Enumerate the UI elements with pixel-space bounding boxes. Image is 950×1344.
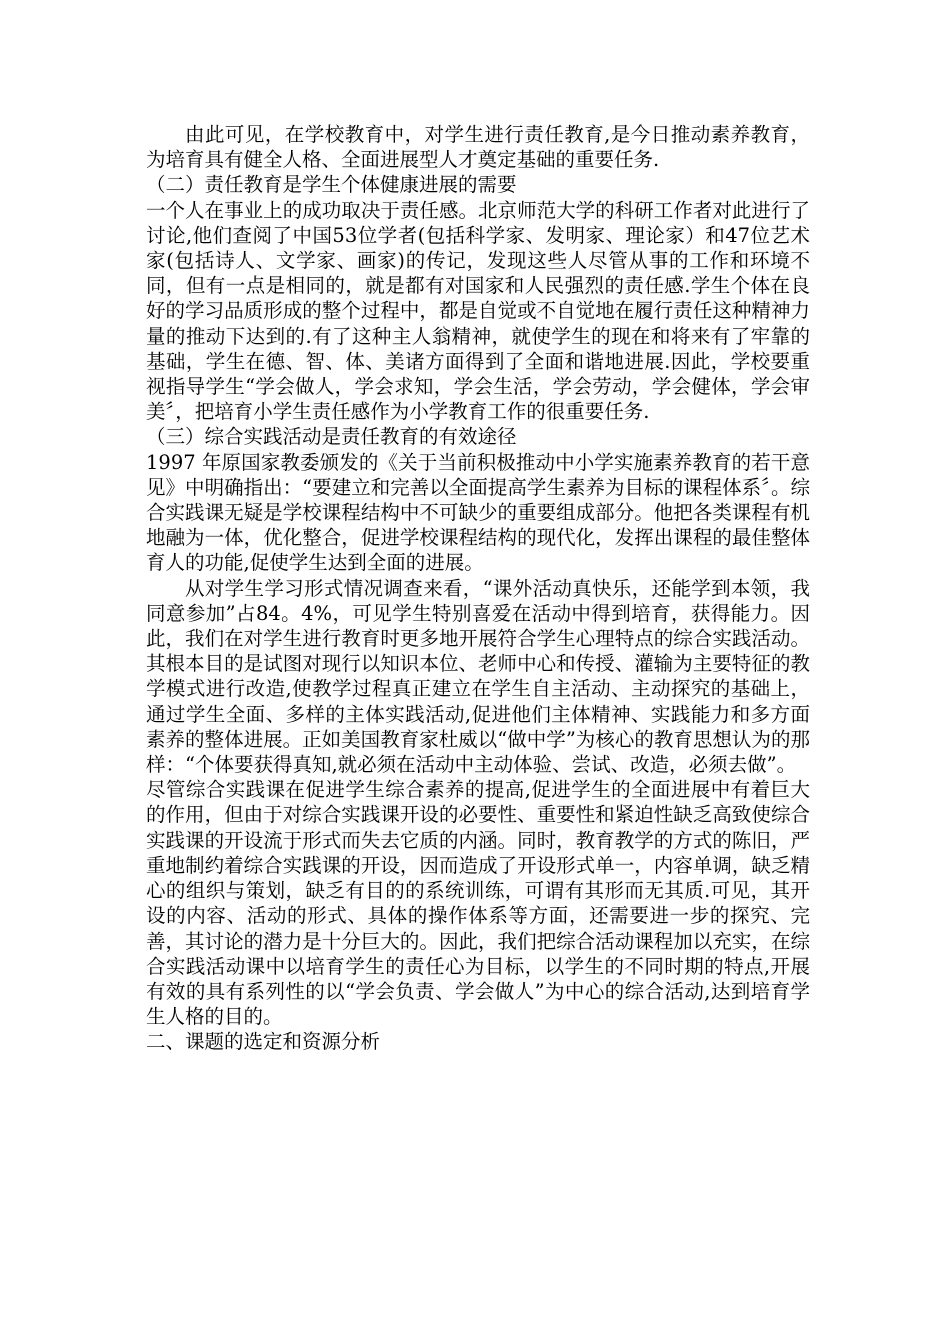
paragraph-survey: 从对学生学习形式情况调查来看，“课外活动真快乐，还能学到本领，我同意参加”占84。4%，可见学生特别喜爱在活动中得到培育，获得能力。因此，我们在对学生进行教育时更多地开展符合学生心理特点的综合实践活动。其根本目的是试图对现行以知识本位、老师中心和传授、灌输为主要特征的教学模式进行改造,使教学过程真正建立在学生自主活动、主动探究的基础上，通过学生全面、多样的主体实践活动,促进他们主体精神、实践能力和多方面素养的整体进展。正如美国教育家杜威以“做中学”为核心的教育思想认为的那样：“个体要获得真知,就必须在活动中主动体验、尝试、改造，必须去做”。 [146,576,810,777]
section-heading-3: （三）综合实践活动是责任教育的有效途径 [146,425,517,449]
paragraph-1997-opinion: 1997 年原国家教委颁发的《关于当前积极推动中小学实施素养教育的若干意见》中明确指出：“要建立和完善以全面提高学生素养为目标的课程体系〞。综合实践课无疑是学校课程结构中不可缺少的重要组成部分。他把各类课程有机地融为一体，优化整合，促进学校课程结构的现代化，发挥出课程的最佳整体育人的功能,促使学生达到全面的进展。 [146,450,810,575]
paragraph-practice-course: 尽管综合实践课在促进学生综合素养的提高,促进学生的全面进展中有着巨大的作用，但由于对综合实践课开设的必要性、重要性和紧迫性缺乏高致使综合实践课的开设流于形式而失去它质的内涵。同时，教育教学的方式的陈旧，严重地制约着综合实践课的开设，因而造成了开设形式单一，内容单调，缺乏精心的组织与策划，缺乏有目的的系统训练，可谓有其形而无其质.可见，其开设的内容、活动的形式、具体的操作体系等方面，还需要进一步的探究、完善，其讨论的潜力是十分巨大的。因此，我们把综合活动课程加以充实，在综合实践活动课中以培育学生的责任心为目标，以学生的不同时期的特点,开展有效的具有系列性的以“学会负责、学会做人”为中心的综合活动,达到培育学生人格的目的。 [146,778,810,1029]
paragraph-responsibility-success: 一个人在事业上的成功取决于责任感。北京师范大学的科研工作者对此进行了讨论,他们查阅了中国53位学者(包括科学家、发明家、理论家）和47位艺术家(包括诗人、文学家、画家)的传记，发现这些人尽管从事的工作和环境不同，但有一点是相同的，就是都有对国家和人民强烈的责任感.学生个体在良好的学习品质形成的整个过程中，都是自觉或不自觉地在履行责任这种精神力量的推动下达到的.有了这种主人翁精神，就使学生的现在和将来有了牢靠的基础，学生在德、智、体、美诸方面得到了全面和谐地进展.因此，学校要重视指导学生“学会做人，学会求知，学会生活，学会劳动，学会健体，学会审美〞，把培育小学生责任感作为小学教育工作的很重要任务. [146,198,810,424]
document-page [146,122,810,1055]
paragraph-responsibility-summary: 由此可见，在学校教育中，对学生进行责任教育,是今日推动素养教育，为培育具有健全人格、全面进展型人才奠定基础的重要任务. [146,123,810,172]
section-heading-topic: 二、课题的选定和资源分析 [146,1030,381,1054]
section-heading-2: （二）责任教育是学生个体健康进展的需要 [146,173,517,197]
